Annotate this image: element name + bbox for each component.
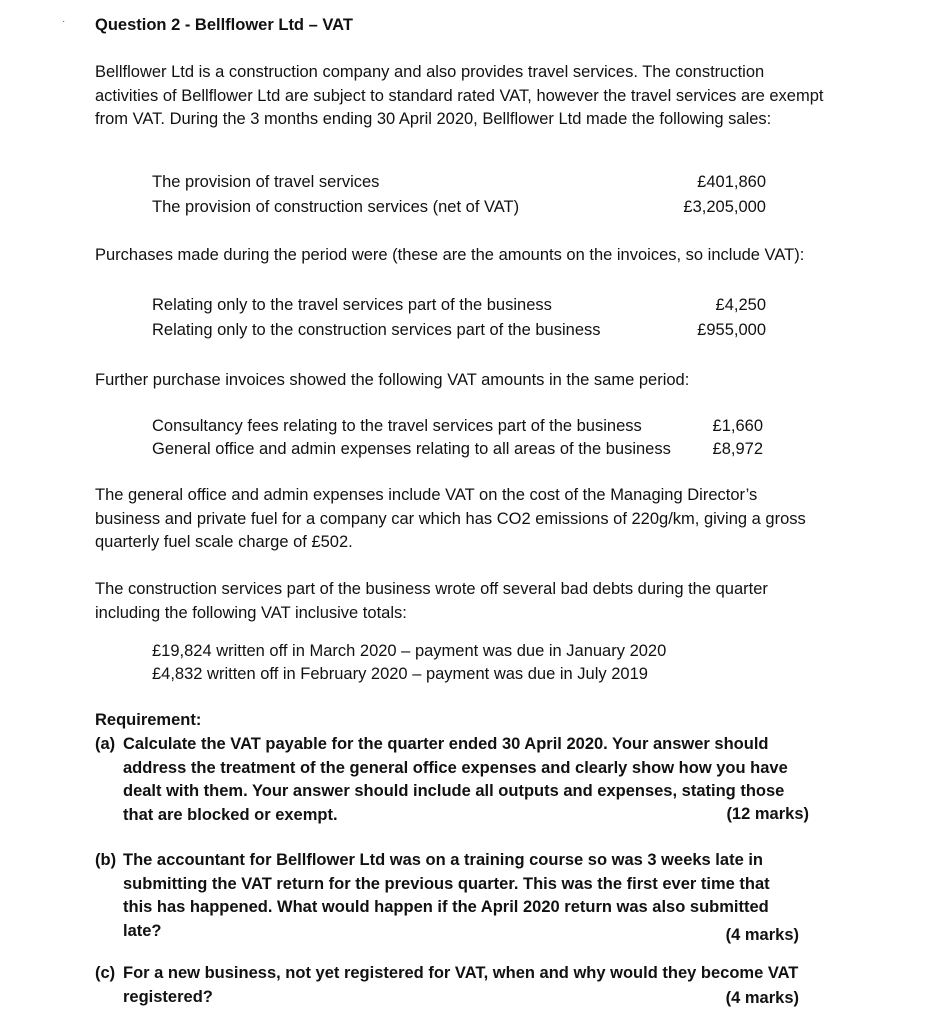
question-title: Question 2 - Bellflower Ltd – VAT [95,16,353,34]
sales-row [152,196,766,220]
requirement-heading: Requirement: [95,711,202,729]
bad-debt-line: £19,824 written off in March 2020 – payment was due in January 2020 [152,642,667,660]
purchase-label: Relating only to the construction services part of the business [152,321,601,339]
purchase-amount: £4,250 [715,296,766,314]
further-row [152,438,763,462]
question-marks: (4 marks) [725,926,799,944]
further-label: General office and admin expenses relating to all areas of the business [152,440,671,458]
further-amount: £1,660 [712,417,763,435]
bad-debt-paragraph: The construction services part of the business wrote off several bad debts during the quarter including the following VAT inclusive totals: [95,580,768,622]
question-label: (c) [95,964,116,982]
further-intro: Further purchase invoices showed the following VAT amounts in the same period: [95,371,690,389]
question-a [95,733,815,827]
purchase-amount: £955,000 [697,321,766,339]
question-label: (a) [95,735,116,753]
sales-row [152,171,766,195]
question-label: (b) [95,851,117,869]
sales-amount: £401,860 [697,173,766,191]
sales-label: The provision of travel services [152,173,380,191]
purchases-intro: Purchases made during the period were (these are the amounts on the invoices, so include VAT): [95,246,805,264]
purchase-row [152,294,766,318]
question-marks: (4 marks) [725,989,799,1007]
purchase-label: Relating only to the travel services part of the business [152,296,552,314]
further-label: Consultancy fees relating to the travel services part of the business [152,417,642,435]
question-text: Calculate the VAT payable for the quarter ended 30 April 2020. Your answer should address the treatment of the general office expenses and clearly show how you have dealt with them. Your answer should include all outputs and expenses, stating those that are blocked or exempt. [123,735,788,824]
question-text: The accountant for Bellflower Ltd was on a training course so was 3 weeks late in submitting the VAT return for the previous quarter. This was the first ever time that this has happened. What would happen if the April 2020 return was also submitted late? [123,851,770,940]
intro-paragraph: Bellflower Ltd is a construction company and also provides travel services. The construction activities of Bellflower Ltd are subject to standard rated VAT, however the travel services are exempt from VAT. During the 3 months ending 30 April 2020, Bellflower Ltd made the following sales: [95,63,824,128]
bad-debt-line: £4,832 written off in February 2020 – payment was due in July 2019 [152,665,648,683]
fuel-paragraph: The general office and admin expenses include VAT on the cost of the Managing Director’s business and private fuel for a company car which has CO2 emissions of 220g/km, giving a gross quarterly fuel scale charge of £502. [95,486,806,551]
question-text: For a new business, not yet registered for VAT, when and why would they become VAT registered? [123,964,799,1006]
further-row [152,415,763,439]
purchase-row [152,319,766,343]
sales-amount: £3,205,000 [683,198,766,216]
question-marks: (12 marks) [726,805,809,823]
question-b [95,849,815,943]
further-amount: £8,972 [712,440,763,458]
bullet-mark: · [62,16,66,27]
question-c [95,962,815,1009]
sales-label: The provision of construction services (net of VAT) [152,198,520,216]
